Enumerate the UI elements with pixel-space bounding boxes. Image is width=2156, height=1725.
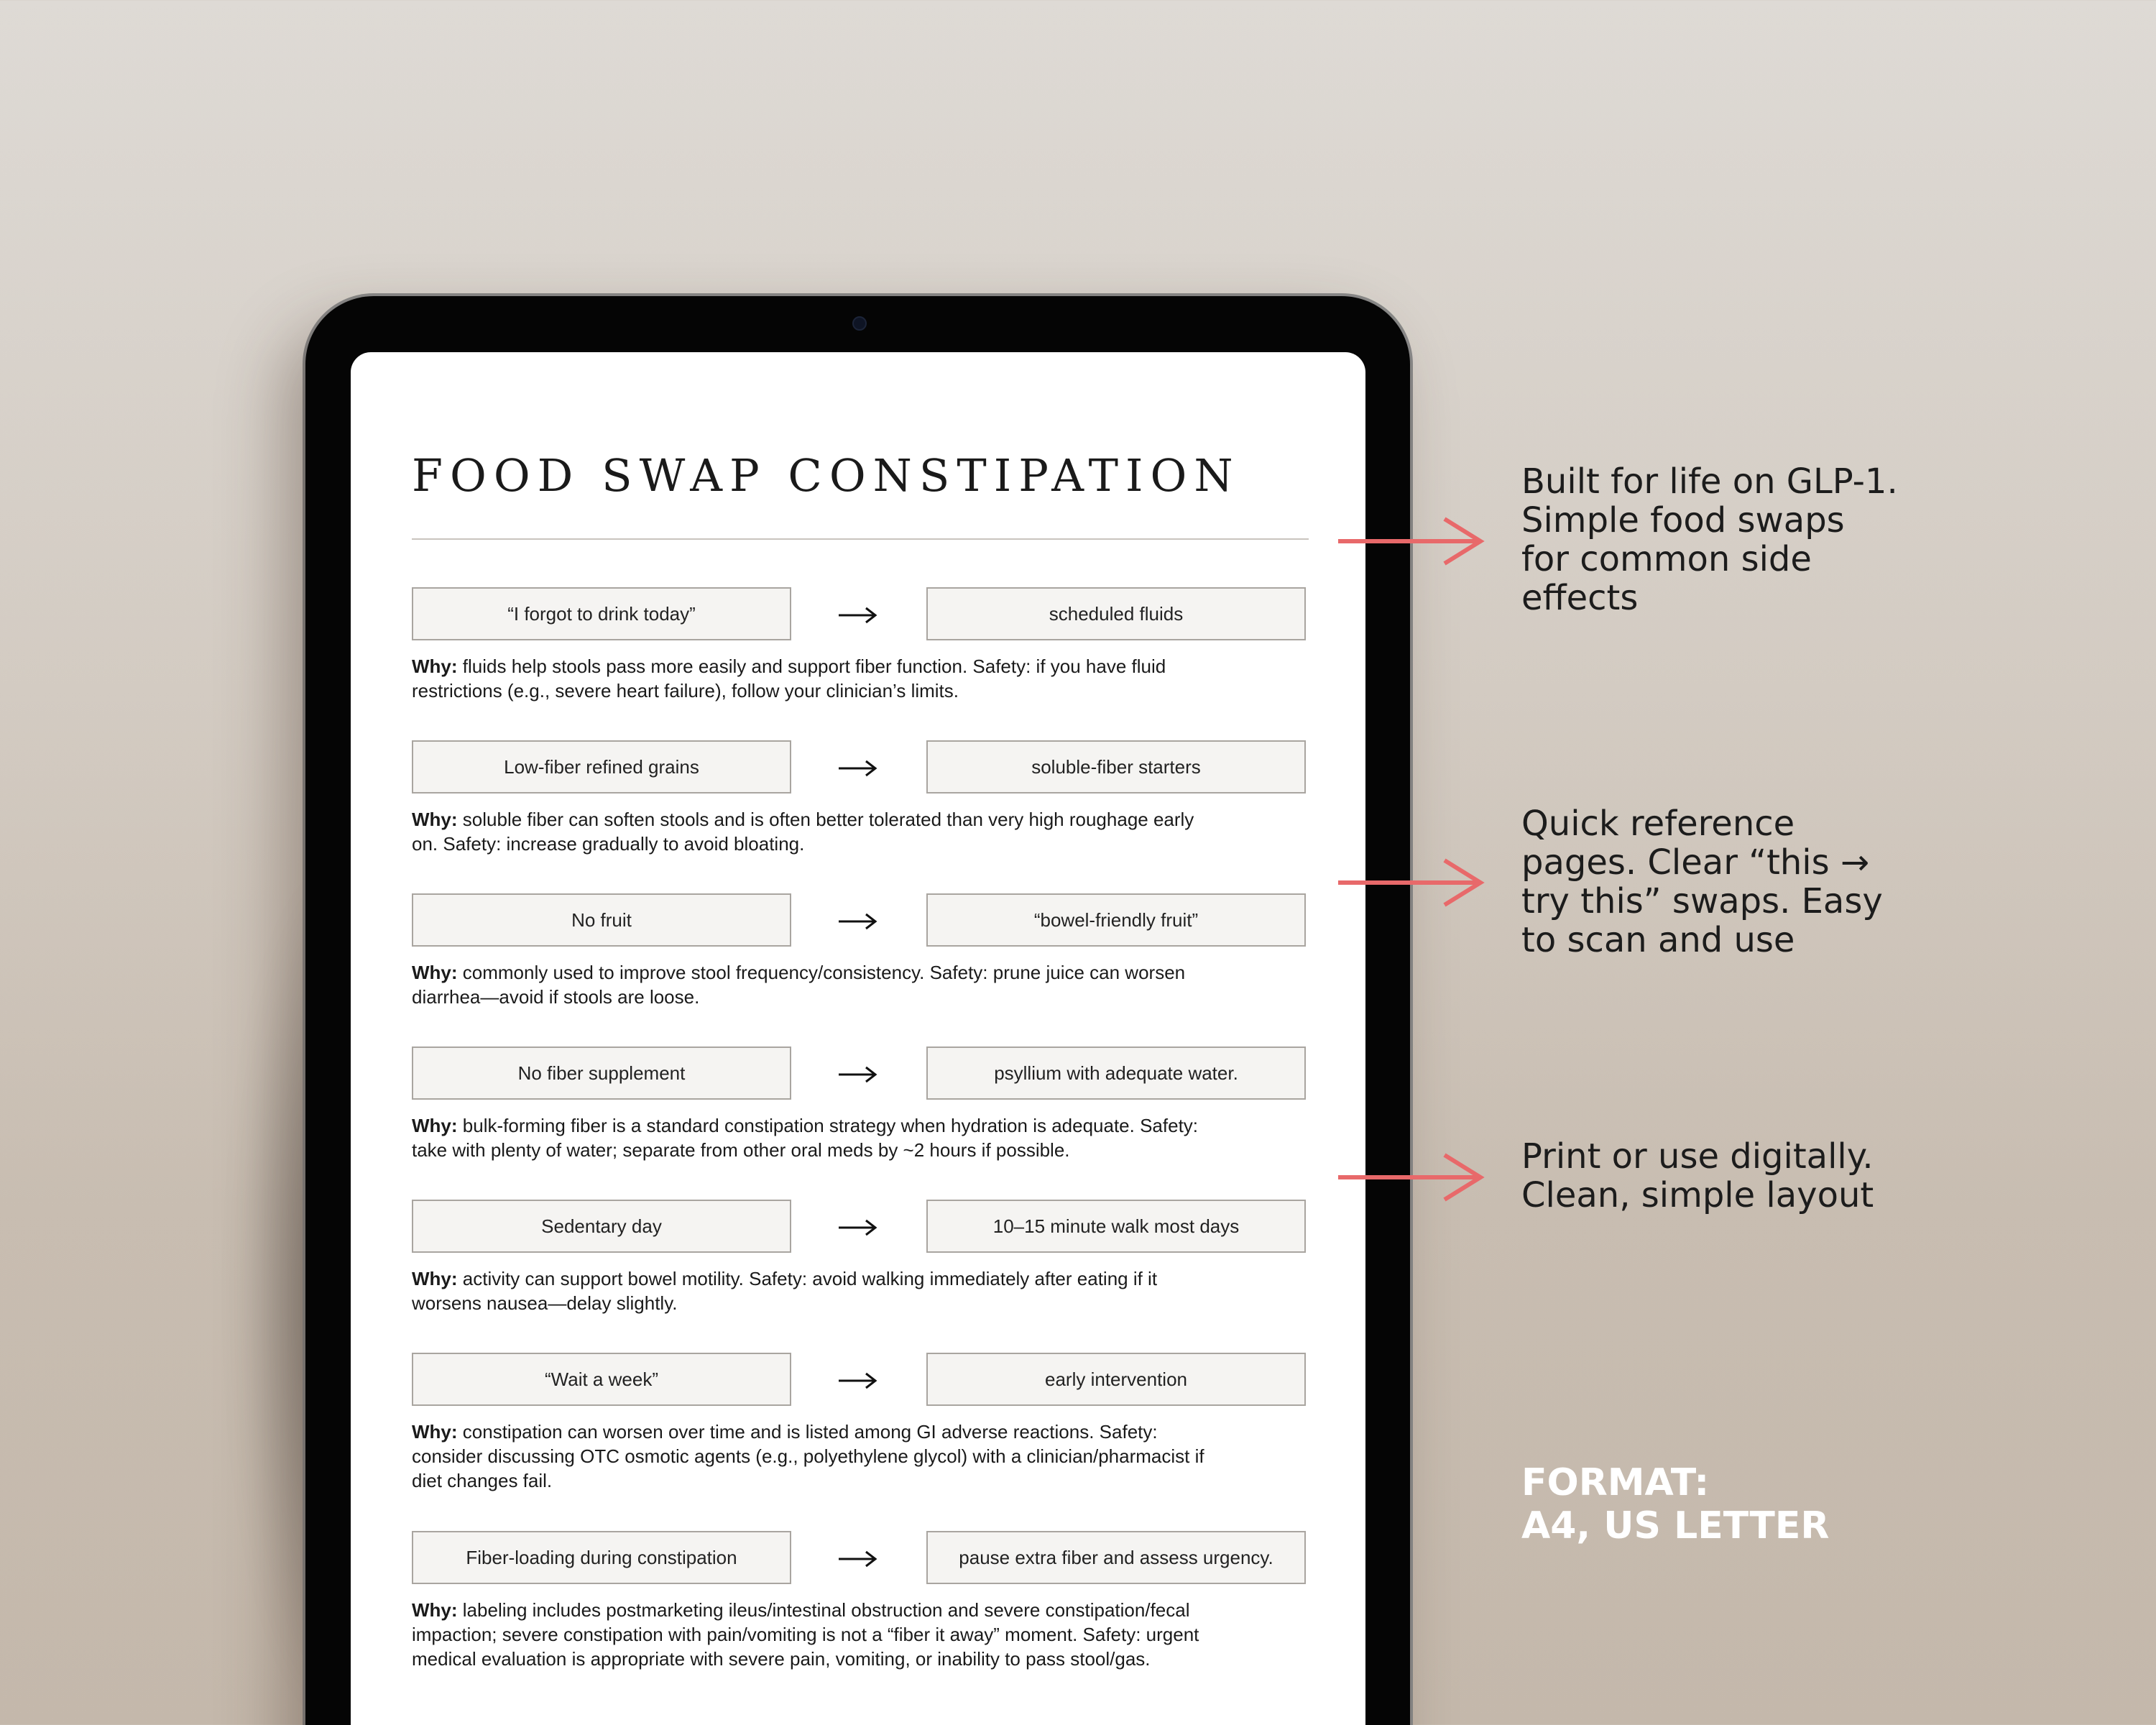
camera-icon bbox=[852, 316, 867, 331]
why-line: soluble fiber can soften stools and is often better tolerated than very high roughage early bbox=[462, 809, 1194, 830]
swap-from-box: “I forgot to drink today” bbox=[412, 587, 791, 640]
callout-text bbox=[1521, 462, 1953, 617]
why-text bbox=[412, 1420, 1309, 1493]
swap-to-box: scheduled fluids bbox=[926, 587, 1306, 640]
swap-to-box: psyllium with adequate water. bbox=[926, 1046, 1306, 1100]
why-line: medical evaluation is appropriate with severe pain, vomiting, or inability to pass stool/gas. bbox=[412, 1648, 1151, 1670]
swap-to-box: “bowel-friendly fruit” bbox=[926, 893, 1306, 947]
why-line: bulk-forming fiber is a standard constipation strategy when hydration is adequate. Safety: bbox=[462, 1115, 1199, 1136]
right-arrow-icon bbox=[1337, 857, 1488, 908]
why-line: commonly used to improve stool frequency/consistency. Safety: prune juice can worsen bbox=[462, 962, 1186, 983]
format-line: FORMAT: bbox=[1521, 1461, 1710, 1504]
why-text bbox=[412, 1598, 1309, 1671]
swap-from-box: Sedentary day bbox=[412, 1200, 791, 1253]
why-text bbox=[412, 1266, 1309, 1315]
right-arrow-icon bbox=[836, 743, 879, 794]
callout-line: Simple food swaps bbox=[1521, 500, 1845, 540]
swap-from-box: Low-fiber refined grains bbox=[412, 740, 791, 794]
why-line: impaction; severe constipation with pain/vomiting is not a “fiber it away” moment. Safety: urgent bbox=[412, 1624, 1199, 1645]
why-line: constipation can worsen over time and is listed among GI adverse reactions. Safety: bbox=[462, 1421, 1158, 1443]
why-label: Why: bbox=[412, 962, 458, 983]
why-label: Why: bbox=[412, 1599, 458, 1621]
swap-to-box: pause extra fiber and assess urgency. bbox=[926, 1531, 1306, 1584]
why-label: Why: bbox=[412, 1115, 458, 1136]
swap-from-box: No fruit bbox=[412, 893, 791, 947]
right-arrow-icon bbox=[836, 1356, 879, 1406]
title-divider bbox=[412, 538, 1309, 540]
swap-from-box: No fiber supplement bbox=[412, 1046, 791, 1100]
why-label: Why: bbox=[412, 1421, 458, 1443]
swap-to-box: 10–15 minute walk most days bbox=[926, 1200, 1306, 1253]
callout-line: Quick reference bbox=[1521, 804, 1795, 844]
why-line: diarrhea—avoid if stools are loose. bbox=[412, 986, 700, 1008]
right-arrow-icon bbox=[836, 1049, 879, 1100]
why-line: consider discussing OTC osmotic agents (e.g., polyethylene glycol) with a clinician/pharmacist if bbox=[412, 1445, 1204, 1467]
swap-to-box: soluble-fiber starters bbox=[926, 740, 1306, 794]
right-arrow-icon bbox=[836, 1534, 879, 1584]
swap-from-box: “Wait a week” bbox=[412, 1353, 791, 1406]
why-line: activity can support bowel motility. Safety: avoid walking immediately after eating if it bbox=[462, 1268, 1158, 1289]
callout-line: to scan and use bbox=[1521, 920, 1795, 960]
why-text bbox=[412, 960, 1309, 1009]
callout-text bbox=[1521, 1137, 1953, 1215]
why-line: restrictions (e.g., severe heart failure), follow your clinician’s limits. bbox=[412, 680, 959, 702]
right-arrow-icon bbox=[836, 590, 879, 640]
why-text bbox=[412, 1113, 1309, 1162]
why-label: Why: bbox=[412, 809, 458, 830]
swap-from-box: Fiber-loading during constipation bbox=[412, 1531, 791, 1584]
format-label bbox=[1521, 1461, 1953, 1547]
tablet-screen bbox=[351, 352, 1365, 1725]
callout-line: Built for life on GLP-1. bbox=[1521, 461, 1898, 502]
swap-to-box: early intervention bbox=[926, 1353, 1306, 1406]
why-line: diet changes fail. bbox=[412, 1470, 553, 1491]
callout-line: try this” swaps. Easy bbox=[1521, 881, 1883, 921]
why-line: worsens nausea—delay slightly. bbox=[412, 1292, 678, 1314]
page-title: FOOD SWAP CONSTIPATION bbox=[412, 449, 1240, 502]
why-line: labeling includes postmarketing ileus/intestinal obstruction and severe constipation/fecal bbox=[462, 1599, 1190, 1621]
why-line: on. Safety: increase gradually to avoid bloating. bbox=[412, 833, 805, 855]
callout-text bbox=[1521, 804, 1953, 960]
why-line: take with plenty of water; separate from other oral meds by ~2 hours if possible. bbox=[412, 1139, 1070, 1161]
right-arrow-icon bbox=[1337, 516, 1488, 566]
format-line: A4, US LETTER bbox=[1521, 1504, 1830, 1547]
why-text bbox=[412, 807, 1309, 856]
right-arrow-icon bbox=[836, 1202, 879, 1253]
callout-line: effects bbox=[1521, 578, 1639, 618]
callout-line: Print or use digitally. bbox=[1521, 1136, 1874, 1177]
why-line: fluids help stools pass more easily and support fiber function. Safety: if you have fluid bbox=[462, 656, 1166, 677]
why-label: Why: bbox=[412, 656, 458, 677]
right-arrow-icon bbox=[836, 896, 879, 947]
right-arrow-icon bbox=[1337, 1152, 1488, 1202]
why-text bbox=[412, 654, 1309, 703]
why-label: Why: bbox=[412, 1268, 458, 1289]
callout-line: Clean, simple layout bbox=[1521, 1175, 1874, 1215]
callout-line: for common side bbox=[1521, 539, 1812, 579]
callout-line: pages. Clear “this → bbox=[1521, 842, 1870, 883]
